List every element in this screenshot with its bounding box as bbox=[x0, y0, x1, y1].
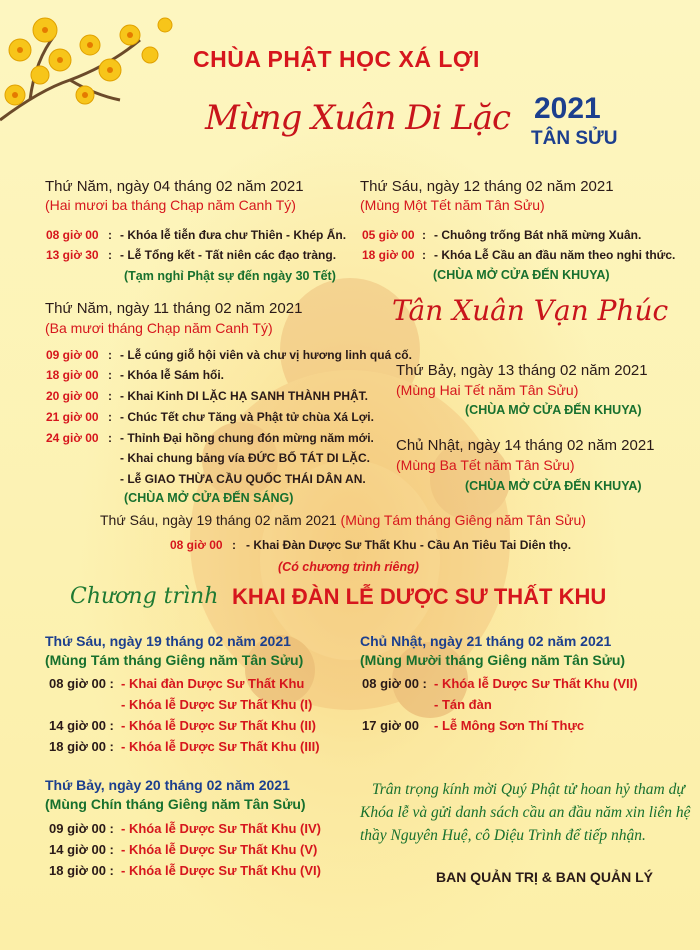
program-title: KHAI ĐÀN LỄ DƯỢC SƯ THẤT KHU bbox=[232, 584, 607, 609]
event-desc: - Khai đàn Dược Sư Thất Khu bbox=[121, 676, 305, 691]
event-desc: - Khóa lễ Dược Sư Thất Khu (VII) bbox=[434, 676, 638, 691]
program-script-label: Chương trình bbox=[70, 584, 219, 609]
program-day-a-subtitle: (Mùng Tám tháng Giêng năm Tân Sửu) bbox=[45, 652, 304, 668]
apricot-blossom-decoration bbox=[0, 0, 200, 130]
program-row bbox=[49, 842, 317, 857]
event-desc: - Khai Kinh DI LẶC HẠ SANH THÀNH PHẬT. bbox=[120, 389, 368, 403]
day3-row bbox=[46, 348, 412, 362]
invitation-line-3: thầy Nguyên Huệ, cô Diệu Trình để tiếp nhận. bbox=[360, 827, 646, 844]
day3-extra bbox=[120, 472, 366, 486]
separator: : bbox=[108, 368, 112, 382]
time: 14 giờ 00 : bbox=[49, 718, 114, 733]
program-day-b-subtitle: (Mùng Mười tháng Giêng năm Tân Sửu) bbox=[360, 652, 626, 668]
time: 09 giờ 00 : bbox=[49, 821, 114, 836]
day1-row bbox=[46, 248, 336, 262]
day3-row bbox=[46, 410, 374, 424]
event-desc: - Tán đàn bbox=[434, 697, 492, 712]
event-desc: - Khóa lễ Dược Sư Thất Khu (V) bbox=[121, 842, 318, 857]
greeting-script-title: Mừng Xuân Di Lặc bbox=[205, 98, 511, 138]
temple-name: CHÙA PHẬT HỌC XÁ LỢI bbox=[193, 46, 480, 72]
time: 08 giờ 00 : bbox=[49, 676, 114, 691]
day5-title: Chủ Nhật, ngày 14 tháng 02 năm 2021 bbox=[396, 437, 655, 454]
day6-title: Thứ Sáu, ngày 19 tháng 02 năm 2021 bbox=[100, 512, 337, 528]
day2-subtitle: (Mùng Một Tết năm Tân Sửu) bbox=[360, 197, 545, 213]
time: 08 giờ 00 : bbox=[362, 676, 427, 691]
time: 17 giờ 00 bbox=[362, 718, 419, 733]
time: 18 giờ 00 bbox=[46, 368, 99, 382]
event-desc: - Chuông trống Bát nhã mừng Xuân. bbox=[434, 228, 642, 242]
time: 13 giờ 30 bbox=[46, 248, 99, 262]
time: 14 giờ 00 : bbox=[49, 842, 114, 857]
day1-subtitle: (Hai mươi ba tháng Chạp năm Canh Tý) bbox=[45, 197, 296, 213]
day2-row bbox=[362, 248, 675, 262]
event-desc: - Khóa lễ Dược Sư Thất Khu (I) bbox=[121, 697, 313, 712]
event-desc: - Khóa lễ Dược Sư Thất Khu (III) bbox=[121, 739, 320, 754]
program-row bbox=[49, 863, 321, 878]
time: 18 giờ 00 bbox=[362, 248, 415, 262]
invitation-line-2: Khóa lễ và gửi danh sách cầu an đầu năm xin liên hệ bbox=[360, 804, 691, 821]
day1-row bbox=[46, 228, 346, 242]
program-row bbox=[434, 697, 492, 712]
day2-row bbox=[362, 228, 641, 242]
separator: : bbox=[232, 538, 236, 552]
time: 21 giờ 00 bbox=[46, 410, 99, 424]
day3-extra bbox=[120, 451, 370, 465]
time: 08 giờ 00 bbox=[46, 228, 99, 242]
day4-title: Thứ Bảy, ngày 13 tháng 02 năm 2021 bbox=[396, 362, 648, 379]
day6-subtitle: (Mùng Tám tháng Giêng năm Tân Sửu) bbox=[340, 512, 586, 528]
day5-subtitle: (Mùng Ba Tết năm Tân Sửu) bbox=[396, 457, 575, 473]
program-row bbox=[49, 718, 316, 733]
day2-title: Thứ Sáu, ngày 12 tháng 02 năm 2021 bbox=[360, 178, 614, 195]
day3-note: (CHÙA MỞ CỬA ĐẾN SÁNG) bbox=[124, 491, 294, 505]
second-greeting-script: Tân Xuân Vạn Phúc bbox=[392, 294, 669, 327]
day4-subtitle: (Mùng Hai Tết năm Tân Sửu) bbox=[396, 382, 579, 398]
event-desc: - Khóa lễ tiễn đưa chư Thiên - Khép Ấn. bbox=[120, 228, 347, 242]
day4-note: (CHÙA MỞ CỬA ĐẾN KHUYA) bbox=[465, 403, 642, 417]
day3-row bbox=[46, 368, 224, 382]
program-row bbox=[362, 718, 584, 733]
event-desc: - Khóa lễ Sám hối. bbox=[120, 368, 225, 382]
separator: : bbox=[108, 389, 112, 403]
day6-note: (Có chương trình riêng) bbox=[278, 560, 419, 574]
day3-row bbox=[46, 389, 368, 403]
invitation-line-1: Trân trọng kính mời Quý Phật tử hoan hỷ tham dự bbox=[372, 781, 685, 798]
separator: : bbox=[108, 248, 112, 262]
time: 24 giờ 00 bbox=[46, 431, 99, 445]
time: 05 giờ 00 bbox=[362, 228, 415, 242]
program-day-b-title: Chủ Nhật, ngày 21 tháng 02 năm 2021 bbox=[360, 633, 612, 649]
separator: : bbox=[422, 228, 426, 242]
day6-heading bbox=[100, 512, 586, 528]
separator: : bbox=[108, 228, 112, 242]
time: 08 giờ 00 bbox=[170, 538, 223, 552]
program-row bbox=[121, 697, 312, 712]
program-row bbox=[362, 676, 638, 691]
day3-title: Thứ Năm, ngày 11 tháng 02 năm 2021 bbox=[45, 300, 303, 317]
program-day-a-title: Thứ Sáu, ngày 19 tháng 02 năm 2021 bbox=[45, 633, 291, 649]
event-desc: - Khóa lễ Dược Sư Thất Khu (IV) bbox=[121, 821, 321, 836]
separator: : bbox=[108, 410, 112, 424]
program-day-c-subtitle: (Mùng Chín tháng Giêng năm Tân Sửu) bbox=[45, 796, 306, 812]
program-row bbox=[49, 676, 304, 691]
event-desc: - Khóa Lễ Cầu an đầu năm theo nghi thức. bbox=[434, 248, 676, 262]
day6-row bbox=[170, 538, 571, 552]
day1-note: (Tạm nghỉ Phật sự đến ngày 30 Tết) bbox=[124, 269, 336, 283]
event-desc: - Lễ GIAO THỪA CẦU QUỐC THÁI DÂN AN. bbox=[120, 472, 366, 486]
program-day-c-title: Thứ Bảy, ngày 20 tháng 02 năm 2021 bbox=[45, 777, 290, 793]
signoff: BAN QUẢN TRỊ & BAN QUẢN LÝ bbox=[436, 869, 653, 885]
separator: : bbox=[108, 431, 112, 445]
day1-title: Thứ Năm, ngày 04 tháng 02 năm 2021 bbox=[45, 178, 304, 195]
time: 09 giờ 00 bbox=[46, 348, 99, 362]
time: 18 giờ 00 : bbox=[49, 739, 114, 754]
event-desc: - Khóa lễ Dược Sư Thất Khu (II) bbox=[121, 718, 316, 733]
event-desc: - Chúc Tết chư Tăng và Phật tử chùa Xá Lợi. bbox=[120, 410, 374, 424]
day3-subtitle: (Ba mươi tháng Chạp năm Canh Tý) bbox=[45, 320, 273, 336]
program-row bbox=[49, 821, 321, 836]
program-row bbox=[49, 739, 320, 754]
event-desc: - Khai chung bảng vía ĐỨC BỐ TÁT DI LẶC. bbox=[120, 451, 370, 465]
time: 18 giờ 00 : bbox=[49, 863, 114, 878]
event-desc: - Lễ Tổng kết - Tất niên các đạo tràng. bbox=[120, 248, 337, 262]
event-desc: - Khai Đàn Dược Sư Thất Khu - Cầu An Tiêu Tai Diên thọ. bbox=[246, 538, 572, 552]
separator: : bbox=[422, 248, 426, 262]
day5-note: (CHÙA MỞ CỬA ĐẾN KHUYA) bbox=[465, 479, 642, 493]
day3-row bbox=[46, 431, 374, 445]
day2-note: (CHÙA MỞ CỬA ĐẾN KHUYA) bbox=[433, 268, 610, 282]
year-label: 2021 bbox=[534, 92, 601, 125]
event-desc: - Lễ Mông Sơn Thí Thực bbox=[434, 718, 585, 733]
event-desc: - Khóa lễ Dược Sư Thất Khu (VI) bbox=[121, 863, 321, 878]
event-desc: - Lễ cúng giỗ hội viên và chư vị hương linh quá cố. bbox=[120, 348, 412, 362]
canchi-label: TÂN SỬU bbox=[531, 128, 618, 149]
time: 20 giờ 00 bbox=[46, 389, 99, 403]
event-desc: - Thỉnh Đại hồng chung đón mừng năm mới. bbox=[120, 431, 374, 445]
separator: : bbox=[108, 348, 112, 362]
